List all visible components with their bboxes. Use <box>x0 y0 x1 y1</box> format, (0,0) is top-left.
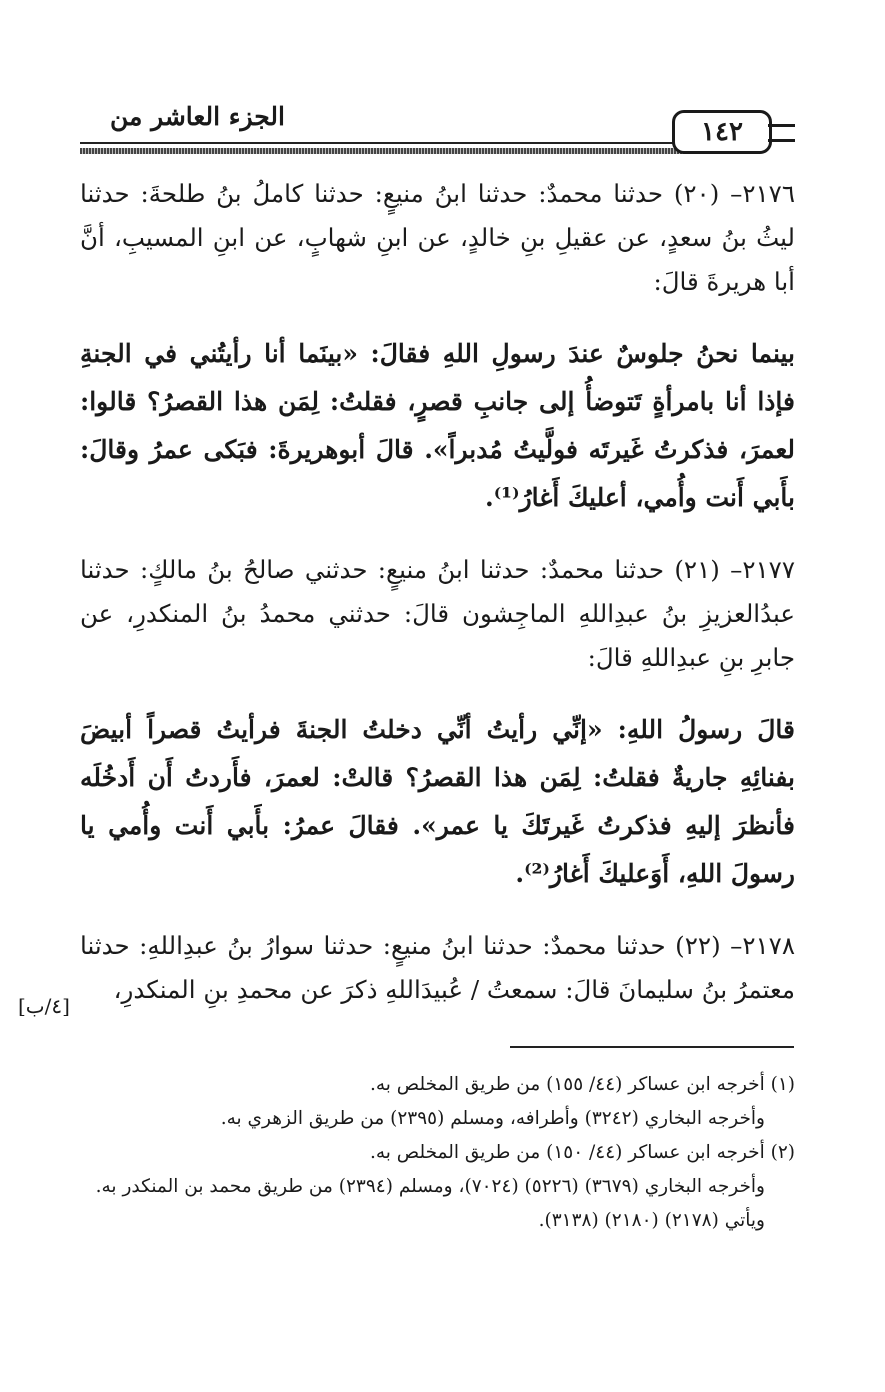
hadith-matn-2177: قالَ رسولُ اللهِ: «إنِّي رأيتُ أنِّي دخلتُ الجنةَ فرأيتُ قصراً أبيضَ بفنائِهِ جاريةٌ فقلتُ: لِمَن هذا القصرُ؟ قالتْ: لعمرَ، فأَردتُ أَن أَدخُلَه فأنظرَ إليهِ فذكرتُ غَيرتَكَ يا عمر». فقالَ عمرُ: بأَبي أَنت وأُمي يا رسولَ اللهِ، أَوَعليكَ أَغارُ⁽²⁾. <box>80 715 795 888</box>
hadith-isnad-2177: ٢١٧٧– (٢١) حدثنا محمدٌ: حدثنا ابنُ منيعٍ: حدثني صالحُ بنُ مالكٍ: حدثنا عبدُالعزيزِ بنُ عبدِاللهِ الماجِشون قالَ: حدثني محمدُ بنُ المنكدرِ، عن جابرِ بنِ عبدِاللهِ قالَ: <box>80 555 795 672</box>
footnote-separator <box>510 1046 794 1048</box>
footnote-2: (٢) أخرجه ابن عساكر (٤٤/ ١٥٠) من طريق المخلص به. <box>369 1142 795 1163</box>
footnote-1: (١) أخرجه ابن عساكر (٤٤/ ١٥٥) من طريق المخلص به. <box>369 1074 795 1095</box>
running-title: الجزء العاشر من <box>109 102 285 131</box>
page-number: ١٤٢ <box>672 110 772 154</box>
manuscript-folio-marker: [٤/ب] <box>18 994 70 1018</box>
hadith-matn-2176: بينما نحنُ جلوسٌ عندَ رسولِ اللهِ فقالَ: «بينَما أنا رأيتُني في الجنةِ فإذا أنا بامرأةٍ تَتوضأُ إلى جانبِ قصرٍ، فقلتُ: لِمَن هذا القصرُ؟ قالوا: لعمرَ، فذكرتُ غَيرتَه فولَّيتُ مُدبراً». قالَ أبوهريرةَ: فبَكى عمرُ وقالَ: بأَبي أَنت وأُمي، أعليكَ أَغارُ⁽¹⁾. <box>80 339 795 512</box>
header-ornament-tail <box>768 124 795 142</box>
hadith-isnad-2178: ٢١٧٨– (٢٢) حدثنا محمدٌ: حدثنا ابنُ منيعٍ: حدثنا سوارُ بنُ عبدِاللهِ: حدثنا معتمرُ بنُ سليمانَ قالَ: سمعتُ / عُبيدَاللهِ ذكرَ عن محمدِ بنِ المنكدرِ، <box>80 931 795 1004</box>
header-rule <box>80 142 680 144</box>
main-text <box>80 172 795 1038</box>
footnote-1-continuation: وأخرجه البخاري (٣٢٤٢) وأطرافه، ومسلم (٢٣٩٥) من طريق الزهري به. <box>220 1108 765 1129</box>
page-header <box>80 96 795 160</box>
header-ornament-band <box>80 148 690 154</box>
footnotes <box>80 1068 795 1238</box>
footnote-2-continuation: وأخرجه البخاري (٣٦٧٩) (٥٢٢٦) (٧٠٢٤)، ومسلم (٢٣٩٤) من طريق محمد بن المنكدر به. ويأتي (٢١٧٨) (٢١٨٠) (٣١٣٨). <box>95 1176 765 1231</box>
hadith-isnad-2176: ٢١٧٦– (٢٠) حدثنا محمدٌ: حدثنا ابنُ منيعٍ: حدثنا كاملُ بنُ طلحةَ: حدثنا ليثُ بنُ سعدٍ، عن عقيلِ بنِ خالدٍ، عن ابنِ شهابٍ، عن ابنِ المسيبِ، أنَّ أبا هريرةَ قالَ: <box>80 179 795 296</box>
